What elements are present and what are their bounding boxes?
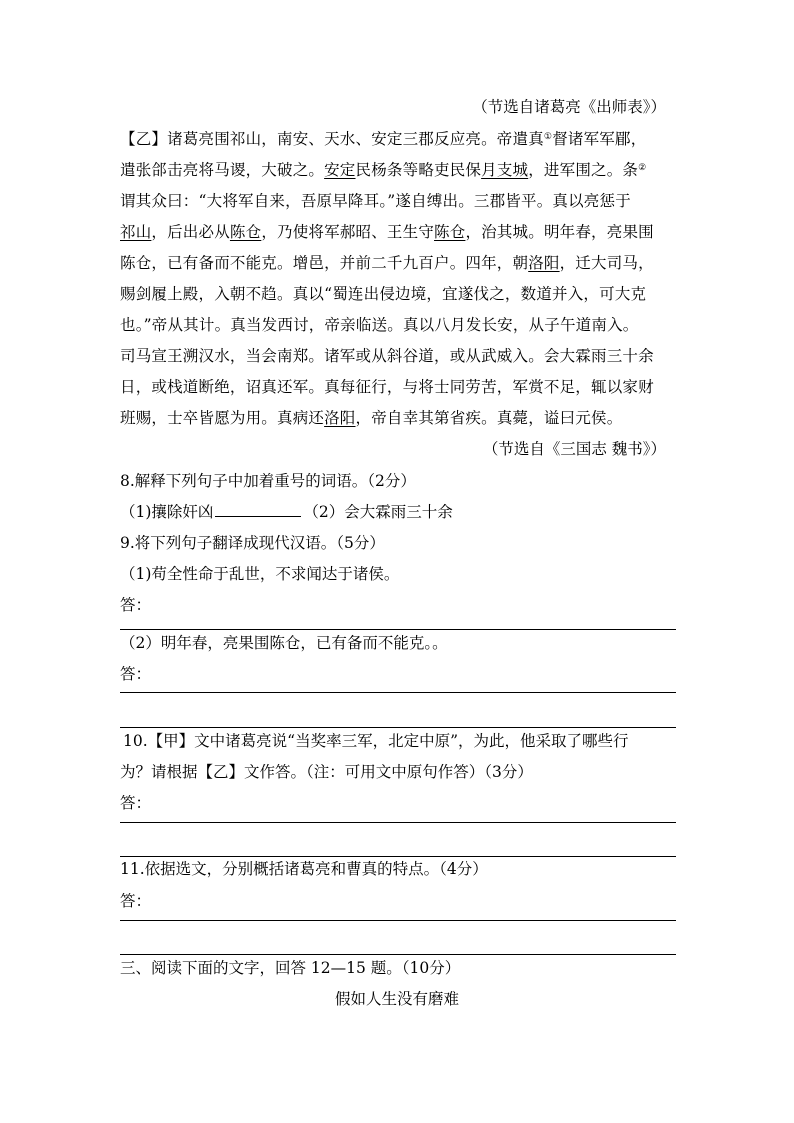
- answer-label: 答：: [120, 665, 152, 683]
- passage-line-4: 祁山，后出必从陈仓，乃使将军郝昭、王生守陈仓，治其城。明年春，亮果围: [120, 223, 654, 241]
- passage-line-3: 谓其众曰：“大将军自来，吾原早降耳。”遂自缚出。三郡皆平。真以亮惩于: [120, 192, 631, 210]
- passage-line-8: 司马宣王溯汉水，当会南郑。诸军或从斜谷道，或从武威入。会大霖雨三十余: [120, 347, 654, 365]
- section-3-heading: 三、阅读下面的文字，回答 12—15 题。（10分）: [120, 959, 461, 977]
- answer-line[interactable]: [120, 822, 676, 823]
- question-8-items: （1)攘除奸凶 （2）会大霖雨三十余: [120, 503, 453, 521]
- answer-line[interactable]: [120, 629, 676, 630]
- place-name: 祁山: [120, 223, 152, 241]
- answer-line[interactable]: [120, 727, 676, 728]
- place-name: 陈仓: [434, 223, 466, 241]
- source-citation-top: （节选自诸葛亮《出师表》）: [472, 98, 666, 116]
- answer-line[interactable]: [120, 856, 676, 857]
- answer-line[interactable]: [120, 920, 676, 921]
- footnote-marker: ①: [543, 132, 553, 142]
- footnote-marker: ②: [638, 163, 647, 173]
- question-8-stem: 8.解释下列句子中加着重号的词语。（2分）: [120, 472, 416, 490]
- source-citation-bottom: （节选自《三国志 魏书》）: [482, 440, 666, 458]
- question-9-item-1: （1)苟全性命于乱世，不求闻达于诸侯。: [120, 565, 400, 583]
- article-title: 假如人生没有磨难: [334, 990, 459, 1008]
- answer-line[interactable]: [120, 692, 676, 693]
- answer-label: 答：: [120, 596, 152, 614]
- passage-line-5: 陈仓，已有备而不能克。增邑，并前二千九百户。四年，朝洛阳，迁大司马，: [120, 254, 654, 272]
- answer-label: 答：: [120, 892, 152, 910]
- place-name: 陈仓: [229, 223, 262, 241]
- passage-line-7: 也。”帝从其计。真当发西讨，帝亲临送。真以八月发长安，从子午道南入。: [120, 316, 639, 334]
- question-10-line-1: 10.【甲】文中诸葛亮说“当奖率三军，北定中原”，为此，他采取了哪些行: [123, 732, 629, 750]
- question-10-line-2: 为？请根据【乙】文作答。（注：可用文中原句作答）（3分）: [120, 763, 533, 781]
- question-9-item-2: （2）明年春，亮果围陈仓，已有备而不能克。。: [120, 634, 448, 652]
- passage-line-9: 日，或栈道断绝，诏真还军。真每征行，与将士同劳苦，军赏不足，辄以家财: [120, 378, 654, 396]
- place-name: 安定: [324, 161, 356, 179]
- passage-line-2: 遣张郃击亮将马谡，大破之。安定民杨条等略吏民保月支城，进军围之。条②: [120, 161, 647, 179]
- place-name: 洛阳: [528, 254, 560, 272]
- answer-line[interactable]: [120, 954, 676, 955]
- question-9-stem: 9.将下列句子翻译成现代汉语。（5分）: [120, 534, 385, 552]
- question-11-stem: 11.依据选文，分别概括诸葛亮和曹真的特点。（4分）: [120, 860, 488, 878]
- answer-blank[interactable]: [215, 502, 301, 517]
- passage-line-1: 【乙】诸葛亮围祁山，南安、天水、安定三郡反应亮。帝遣真①督诸军军郿，: [120, 130, 647, 148]
- passage-line-10: 班赐，士卒皆愿为用。真病还洛阳，帝自幸其第省疾。真薨，谥曰元侯。: [120, 409, 623, 427]
- passage-line-6: 赐剑履上殿，入朝不趋。真以“蜀连出侵边境，宜遂伐之，数道并入，可大克: [120, 285, 647, 303]
- place-name: 洛阳: [324, 409, 356, 427]
- place-name: 月支城: [481, 161, 529, 179]
- answer-label: 答：: [120, 794, 152, 812]
